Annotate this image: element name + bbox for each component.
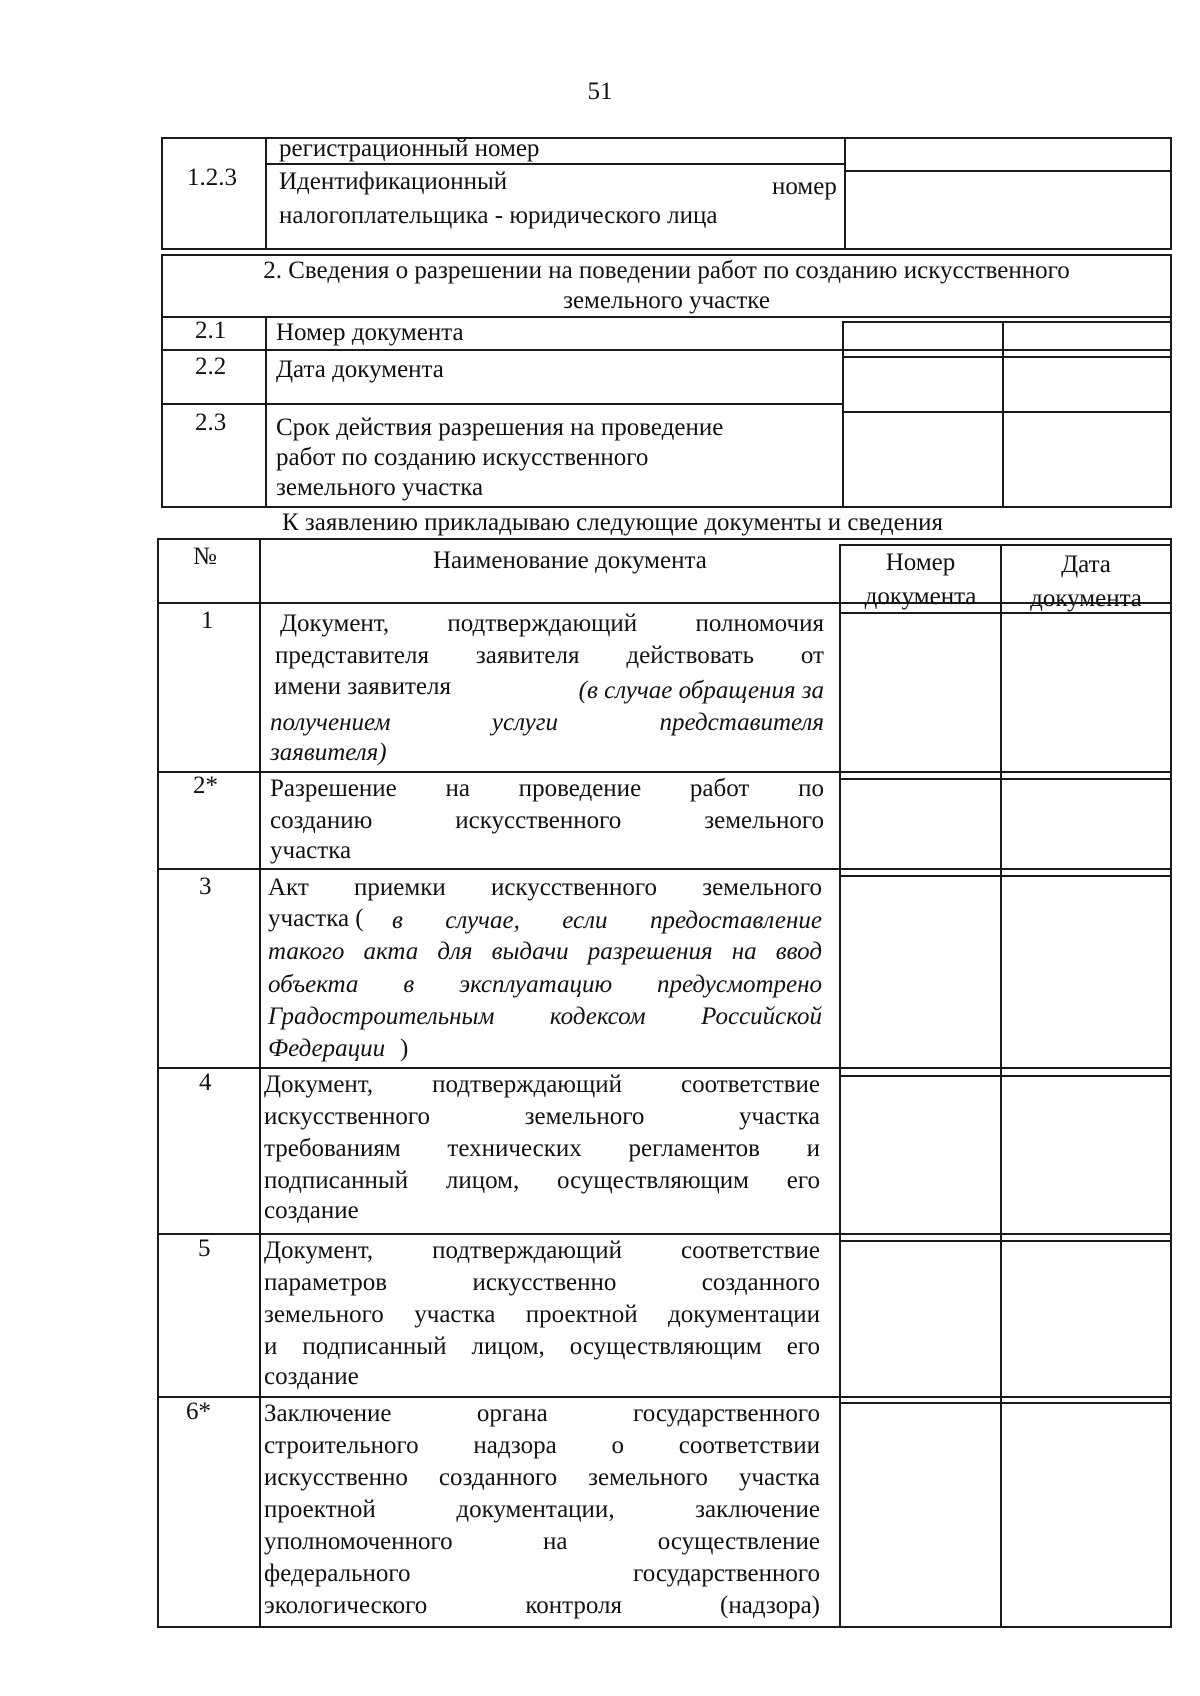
table-rule <box>161 316 163 508</box>
row-label: создание <box>264 1197 359 1224</box>
table-rule <box>157 1067 1172 1069</box>
table-rule <box>161 248 1172 250</box>
row-number: 2.3 <box>195 409 227 436</box>
row-label: в случае, если предоставление <box>392 907 822 934</box>
row-label: ) <box>400 1035 409 1062</box>
section-heading: 2. Сведения о разрешении на поведении работ по созданию искусственного <box>263 257 1070 284</box>
row-label: Идентификационный <box>279 168 508 195</box>
row-label: Срок действия разрешения на проведение <box>276 414 724 441</box>
row-label: строительного надзора о соответствии <box>264 1432 820 1459</box>
column-header-doc-date: Дата <box>1061 551 1111 578</box>
row-label: объекта в эксплуатацию предусмотрено <box>268 971 822 998</box>
row-number: 6* <box>186 1398 211 1425</box>
row-label: работ по созданию искусственного <box>276 444 649 471</box>
row-number: 2* <box>193 772 218 799</box>
table-rule <box>157 538 159 1628</box>
table-rule <box>1170 538 1172 1628</box>
row-label: требованиям технических регламентов и <box>264 1135 820 1162</box>
column-header-doc-date: документа <box>1030 585 1142 612</box>
table-rule <box>842 411 1172 413</box>
table-rule <box>161 349 1172 351</box>
table-rule <box>157 1396 1172 1398</box>
table-rule <box>157 1626 1172 1628</box>
row-label: Федерации <box>268 1035 386 1062</box>
row-label: искусственного земельного участка <box>264 1103 820 1130</box>
row-label: Градостроительным кодексом Российской <box>268 1003 822 1030</box>
row-label: экологического контроля (надзора) <box>264 1592 820 1619</box>
table-rule <box>839 1075 1172 1077</box>
row-label: (в случае обращения за <box>578 677 824 704</box>
table-rule <box>265 137 267 250</box>
attachments-heading: К заявлению прикладываю следующие документы и сведения <box>282 509 943 536</box>
row-label: подписанный лицом, осуществляющим его <box>264 1167 820 1194</box>
table-rule <box>839 1402 1172 1404</box>
row-label: Документ, подтверждающий соответствие <box>264 1071 820 1098</box>
table-rule <box>839 1240 1172 1242</box>
row-label: создание <box>264 1363 359 1390</box>
row-number: 1 <box>201 607 214 634</box>
table-rule <box>842 321 1172 323</box>
table-rule <box>844 170 1170 172</box>
row-label: заявителя) <box>270 739 387 766</box>
table-rule <box>157 771 1172 773</box>
table-rule <box>157 868 1172 870</box>
row-label: земельного участка <box>276 474 484 501</box>
table-rule <box>1000 545 1002 1628</box>
row-label: проектной документации, заключение <box>264 1496 820 1523</box>
row-number: 4 <box>199 1069 212 1096</box>
table-rule <box>1170 137 1172 250</box>
table-rule <box>839 875 1172 877</box>
table-rule <box>259 538 261 1628</box>
row-label: и подписанный лицом, осуществляющим его <box>264 1333 820 1360</box>
column-header-name: Наименование документа <box>433 547 707 574</box>
table-rule <box>842 356 1172 358</box>
column-header-doc-number: Номер <box>885 549 956 576</box>
row-label: Номер документа <box>276 319 464 346</box>
row-number: 5 <box>198 1235 211 1262</box>
table-rule <box>839 544 1172 546</box>
table-rule <box>157 1233 1172 1235</box>
table-rule <box>157 538 1172 540</box>
row-label: Акт приемки искусственного земельного <box>268 874 822 901</box>
row-label: созданию искусственного земельного <box>270 807 824 834</box>
row-number: 2.1 <box>195 317 227 344</box>
row-label: Дата документа <box>276 356 444 383</box>
row-number: 3 <box>199 873 212 900</box>
row-label: налогоплательщика - юридического лица <box>279 202 718 229</box>
table-rule <box>265 316 267 508</box>
page-number: 51 <box>587 78 613 105</box>
row-label: Разрешение на проведение работ по <box>270 775 824 802</box>
table-rule <box>839 545 841 1628</box>
column-header-doc-number: документа <box>864 583 977 610</box>
row-label: участка ( <box>268 905 364 932</box>
row-label: такого акта для выдачи разрешения на ввод <box>268 938 822 965</box>
row-label: номер <box>772 173 837 200</box>
table-rule <box>161 403 842 405</box>
row-label: уполномоченного на осуществление <box>264 1528 820 1555</box>
row-label: Документ, подтверждающий полномочия <box>280 610 824 637</box>
table-rule <box>844 137 846 250</box>
row-label: получением услуги представителя <box>270 709 824 736</box>
row-label: Документ, подтверждающий соответствие <box>264 1237 820 1264</box>
registration-number-label: регистрационный номер <box>279 135 540 162</box>
row-number: 1.2.3 <box>187 164 237 191</box>
row-label: участка <box>270 837 352 864</box>
table-rule <box>839 778 1172 780</box>
section-heading: земельного участке <box>563 287 770 314</box>
row-label: Заключение органа государственного <box>264 1400 820 1427</box>
row-label: искусственно созданного земельного участка <box>264 1464 820 1491</box>
row-label: земельного участка проектной документации <box>264 1301 820 1328</box>
row-label: параметров искусственно созданного <box>264 1269 820 1296</box>
row-number: 2.2 <box>195 353 227 380</box>
column-header-number: № <box>193 543 217 570</box>
row-label: федерального государственного <box>264 1560 820 1587</box>
table-rule <box>161 137 163 250</box>
row-label: имени заявителя <box>274 673 451 700</box>
row-label: представителя заявителя действовать от <box>275 642 824 669</box>
